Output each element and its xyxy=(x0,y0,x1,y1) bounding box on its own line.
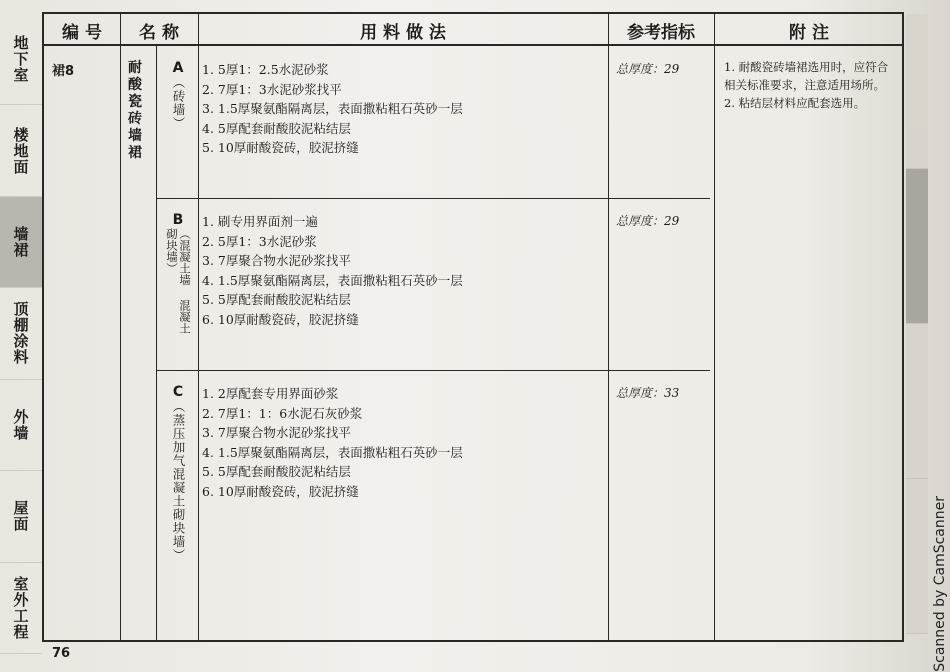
step: 2. 7厚1：3水泥砂浆找平 xyxy=(202,81,342,97)
step: 6. 10厚耐酸瓷砖，胶泥挤缝 xyxy=(202,311,359,327)
step: 6. 10厚耐酸瓷砖，胶泥挤缝 xyxy=(202,483,359,499)
scanner-watermark: Scanned by CamScanner xyxy=(932,496,948,672)
variant-c-steps xyxy=(202,384,602,501)
step: 3. 7厚聚合物水泥砂浆找平 xyxy=(202,253,351,268)
step: 2. 5厚1：3水泥砂浆 xyxy=(202,233,317,249)
variant-c-subtitle: （蒸压加气混凝土砌块墙） xyxy=(171,400,186,562)
side-index-basement[interactable]: 地下室 xyxy=(0,14,42,105)
side-index xyxy=(0,14,42,654)
header-code: 编 号 xyxy=(62,22,102,43)
note-item: 2. 粘结层材料应配套选用。 xyxy=(724,96,866,110)
variant-c-label: C （蒸压加气混凝土砌块墙） xyxy=(171,384,186,562)
step: 2. 7厚1：1：6水泥石灰砂浆 xyxy=(202,405,363,421)
side-index-floor[interactable]: 楼地面 xyxy=(0,105,42,196)
step: 1. 2厚配套专用界面砂浆 xyxy=(202,386,339,401)
item-name: 耐酸瓷砖墙裙 xyxy=(128,60,142,161)
bleed-through-strip xyxy=(906,14,928,634)
note-item: 1. 耐酸瓷砖墙裙选用时，应符合相关标准要求，注意适用场所。 xyxy=(724,60,889,92)
step: 1. 5厚1：2.5水泥砂浆 xyxy=(202,62,329,77)
side-index-ceiling[interactable]: 顶棚涂料 xyxy=(0,288,42,379)
header-metric: 参考指标 xyxy=(627,22,695,43)
step: 4. 1.5厚聚氨酯隔离层，表面撒粘粗石英砂一层 xyxy=(202,272,463,288)
step: 4. 5厚配套耐酸胶泥粘结层 xyxy=(202,120,351,136)
notes-list xyxy=(724,58,896,112)
step: 4. 1.5厚聚氨酯隔离层，表面撒粘粗石英砂一层 xyxy=(202,444,463,460)
item-code: 裙8 xyxy=(52,64,75,79)
variant-b-label: B （混凝土墙 混凝土砌块墙） xyxy=(165,212,192,334)
step: 5. 10厚耐酸瓷砖，胶泥挤缝 xyxy=(202,140,359,155)
variant-a-subtitle: （砖墙） xyxy=(171,76,186,130)
side-index-exterior-wall[interactable]: 外墙 xyxy=(0,380,42,471)
variant-b-subtitle: （混凝土墙 混凝土砌块墙） xyxy=(165,228,192,334)
variant-c-metric: 总厚度：33 xyxy=(616,386,680,400)
side-index-roof[interactable]: 屋面 xyxy=(0,471,42,562)
header-method: 用 料 做 法 xyxy=(360,22,446,43)
step: 1. 刷专用界面剂一遍 xyxy=(202,214,318,229)
step: 3. 7厚聚合物水泥砂浆找平 xyxy=(202,425,351,440)
side-index-dado[interactable]: 墙裙 xyxy=(0,197,42,288)
step: 5. 5厚配套耐酸胶泥粘结层 xyxy=(202,464,351,479)
table-header xyxy=(44,14,902,46)
variant-a-label: A （砖墙） xyxy=(171,60,186,130)
spec-table xyxy=(42,12,904,642)
side-index-outdoor[interactable]: 室外工程 xyxy=(0,563,42,654)
header-note: 附 注 xyxy=(789,22,829,43)
step: 5. 5厚配套耐酸胶泥粘结层 xyxy=(202,292,351,307)
variant-a-steps xyxy=(202,60,602,158)
step: 3. 1.5厚聚氨酯隔离层，表面撒粘粗石英砂一层 xyxy=(202,101,463,116)
header-name: 名 称 xyxy=(139,22,179,43)
variant-b-steps xyxy=(202,212,602,329)
page-number: 76 xyxy=(52,646,71,661)
variant-a-metric: 总厚度：29 xyxy=(616,62,680,76)
variant-b-metric: 总厚度：29 xyxy=(616,214,680,228)
